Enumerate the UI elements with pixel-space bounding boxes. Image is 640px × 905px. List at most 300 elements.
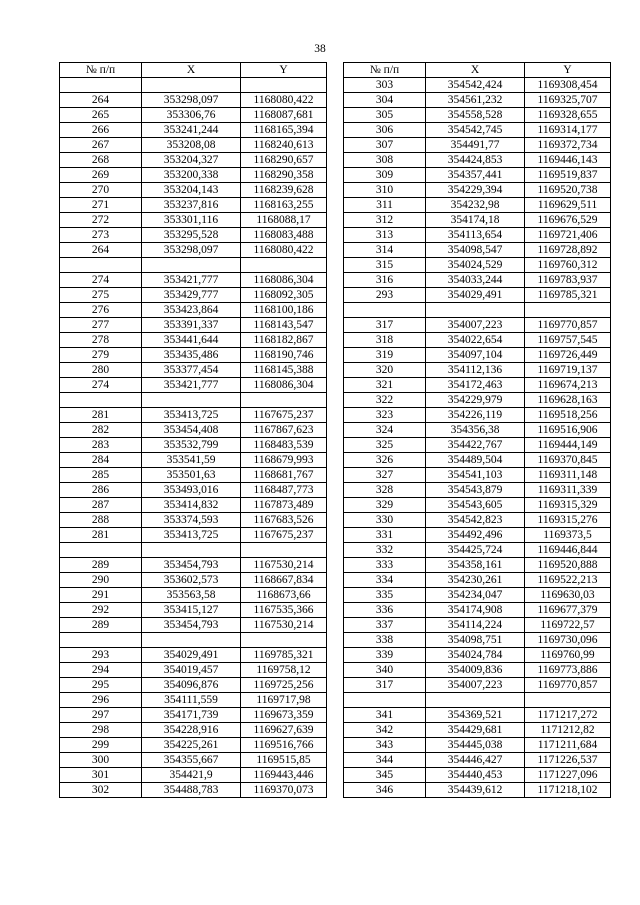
cell-point-number: 264: [60, 93, 142, 108]
table-row: [344, 438, 611, 453]
cell-y: 1168100,186: [241, 303, 327, 318]
cell-y: 1167873,489: [241, 498, 327, 513]
table-row: [344, 693, 611, 708]
table-row: [60, 153, 327, 168]
cell-y: 1168240,613: [241, 138, 327, 153]
cell-x: [142, 633, 241, 648]
table-body-right: [344, 78, 611, 798]
cell-x: 354024,784: [426, 648, 525, 663]
cell-point-number: [60, 543, 142, 558]
cell-y: 1169725,256: [241, 678, 327, 693]
cell-y: 1167867,623: [241, 423, 327, 438]
table-row: [60, 693, 327, 708]
table-row: [344, 453, 611, 468]
cell-point-number: 322: [344, 393, 426, 408]
cell-y: [525, 693, 611, 708]
cell-y: 1168679,993: [241, 453, 327, 468]
table-row: [60, 138, 327, 153]
cell-y: 1168290,657: [241, 153, 327, 168]
table-row: [60, 573, 327, 588]
cell-y: 1169370,845: [525, 453, 611, 468]
table-row: [60, 258, 327, 273]
cell-point-number: [60, 393, 142, 408]
cell-x: 353301,116: [142, 213, 241, 228]
cell-point-number: 295: [60, 678, 142, 693]
table-row: [60, 753, 327, 768]
table-row: [344, 288, 611, 303]
cell-x: 353421,777: [142, 273, 241, 288]
cell-point-number: 316: [344, 273, 426, 288]
cell-y: 1169783,937: [525, 273, 611, 288]
cell-x: 354228,916: [142, 723, 241, 738]
cell-point-number: 288: [60, 513, 142, 528]
table-row: [344, 198, 611, 213]
cell-x: 354022,654: [426, 333, 525, 348]
column-header-x: X: [142, 63, 241, 78]
cell-x: 354229,394: [426, 183, 525, 198]
cell-y: [241, 78, 327, 93]
cell-y: 1168086,304: [241, 378, 327, 393]
cell-y: 1167530,214: [241, 558, 327, 573]
cell-x: 354355,667: [142, 753, 241, 768]
cell-point-number: 342: [344, 723, 426, 738]
table-row: [344, 588, 611, 603]
table-row: [344, 618, 611, 633]
cell-point-number: 321: [344, 378, 426, 393]
table-row: [60, 93, 327, 108]
cell-x: 354172,463: [426, 378, 525, 393]
cell-point-number: 335: [344, 588, 426, 603]
cell-x: [426, 303, 525, 318]
cell-point-number: 266: [60, 123, 142, 138]
cell-point-number: 330: [344, 513, 426, 528]
cell-point-number: 317: [344, 678, 426, 693]
cell-point-number: 280: [60, 363, 142, 378]
page-number: 38: [314, 43, 326, 55]
cell-point-number: 324: [344, 423, 426, 438]
cell-y: 1169676,529: [525, 213, 611, 228]
cell-y: 1169717,98: [241, 693, 327, 708]
cell-y: 1167530,214: [241, 618, 327, 633]
cell-x: 353295,528: [142, 228, 241, 243]
cell-x: 353454,408: [142, 423, 241, 438]
table-row: [60, 738, 327, 753]
cell-x: 354491,77: [426, 138, 525, 153]
cell-x: 353413,725: [142, 408, 241, 423]
cell-point-number: 270: [60, 183, 142, 198]
table-row: [344, 708, 611, 723]
cell-y: 1169370,073: [241, 783, 327, 798]
table-row: [60, 198, 327, 213]
table-row: [344, 528, 611, 543]
cell-point-number: 268: [60, 153, 142, 168]
cell-y: 1169446,844: [525, 543, 611, 558]
cell-x: 354171,739: [142, 708, 241, 723]
cell-x: 353298,097: [142, 243, 241, 258]
table-row: [344, 678, 611, 693]
cell-y: 1167683,526: [241, 513, 327, 528]
cell-x: 354439,612: [426, 783, 525, 798]
column-header-x: X: [426, 63, 525, 78]
cell-point-number: 340: [344, 663, 426, 678]
cell-x: 354445,038: [426, 738, 525, 753]
cell-y: 1169308,454: [525, 78, 611, 93]
cell-x: 354543,605: [426, 498, 525, 513]
cell-x: 353429,777: [142, 288, 241, 303]
table-row: [344, 513, 611, 528]
cell-point-number: 344: [344, 753, 426, 768]
table-row: [344, 348, 611, 363]
cell-x: [142, 543, 241, 558]
table-row: [344, 603, 611, 618]
table-row: [60, 348, 327, 363]
cell-point-number: 310: [344, 183, 426, 198]
table-row: [344, 648, 611, 663]
cell-y: 1171211,684: [525, 738, 611, 753]
table-row: [60, 588, 327, 603]
cell-point-number: 315: [344, 258, 426, 273]
cell-x: 353501,63: [142, 468, 241, 483]
cell-y: 1169314,177: [525, 123, 611, 138]
cell-point-number: 343: [344, 738, 426, 753]
table-row: [60, 168, 327, 183]
cell-x: 354098,751: [426, 633, 525, 648]
table-row: [344, 738, 611, 753]
cell-x: 354542,745: [426, 123, 525, 138]
table-row: [344, 258, 611, 273]
cell-point-number: 267: [60, 138, 142, 153]
cell-point-number: 319: [344, 348, 426, 363]
cell-y: 1169516,906: [525, 423, 611, 438]
table-row: [344, 303, 611, 318]
table-row: [344, 78, 611, 93]
table-row: [344, 783, 611, 798]
cell-point-number: 282: [60, 423, 142, 438]
cell-x: 354007,223: [426, 678, 525, 693]
cell-y: 1168086,304: [241, 273, 327, 288]
cell-y: 1169515,85: [241, 753, 327, 768]
cell-x: 354009,836: [426, 663, 525, 678]
cell-x: 354357,441: [426, 168, 525, 183]
table-row: [60, 663, 327, 678]
table-row: [60, 183, 327, 198]
table-row: [344, 633, 611, 648]
table-row: [344, 243, 611, 258]
cell-point-number: 293: [344, 288, 426, 303]
cell-x: 353435,486: [142, 348, 241, 363]
cell-point-number: 333: [344, 558, 426, 573]
cell-y: 1168487,773: [241, 483, 327, 498]
cell-point-number: 318: [344, 333, 426, 348]
table-row: [344, 213, 611, 228]
cell-point-number: 314: [344, 243, 426, 258]
cell-x: 354225,261: [142, 738, 241, 753]
cell-y: 1169516,766: [241, 738, 327, 753]
cell-y: [525, 303, 611, 318]
table-row: [60, 393, 327, 408]
cell-x: 353298,097: [142, 93, 241, 108]
cell-point-number: 308: [344, 153, 426, 168]
cell-point-number: 299: [60, 738, 142, 753]
cell-x: 353204,327: [142, 153, 241, 168]
cell-point-number: 274: [60, 378, 142, 393]
cell-point-number: 327: [344, 468, 426, 483]
table-row: [60, 678, 327, 693]
cell-point-number: 281: [60, 408, 142, 423]
cell-x: 353423,864: [142, 303, 241, 318]
cell-point-number: 269: [60, 168, 142, 183]
cell-point-number: 323: [344, 408, 426, 423]
column-header-y: Y: [525, 63, 611, 78]
table-row: [60, 108, 327, 123]
cell-x: 354543,879: [426, 483, 525, 498]
cell-y: 1168163,255: [241, 198, 327, 213]
cell-x: 354024,529: [426, 258, 525, 273]
cell-x: 353241,244: [142, 123, 241, 138]
table-row: [60, 333, 327, 348]
cell-x: [142, 258, 241, 273]
cell-point-number: 320: [344, 363, 426, 378]
table-row: [60, 453, 327, 468]
cell-point-number: 291: [60, 588, 142, 603]
table-row: [344, 483, 611, 498]
cell-x: 353200,338: [142, 168, 241, 183]
cell-y: 1168182,867: [241, 333, 327, 348]
cell-point-number: 300: [60, 753, 142, 768]
table-row: [344, 318, 611, 333]
cell-x: 354234,047: [426, 588, 525, 603]
cell-x: 354421,9: [142, 768, 241, 783]
cell-x: 353237,816: [142, 198, 241, 213]
cell-point-number: 345: [344, 768, 426, 783]
cell-x: 354440,453: [426, 768, 525, 783]
cell-y: 1169311,148: [525, 468, 611, 483]
coordinates-table-left: [59, 62, 327, 798]
table-row: [344, 93, 611, 108]
cell-x: 354492,496: [426, 528, 525, 543]
cell-y: 1171218,102: [525, 783, 611, 798]
cell-point-number: 334: [344, 573, 426, 588]
cell-y: 1171226,537: [525, 753, 611, 768]
table-row: [344, 468, 611, 483]
cell-x: 353532,799: [142, 438, 241, 453]
cell-point-number: 277: [60, 318, 142, 333]
cell-point-number: 329: [344, 498, 426, 513]
cell-point-number: 306: [344, 123, 426, 138]
cell-y: 1169673,359: [241, 708, 327, 723]
table-row: [344, 723, 611, 738]
cell-y: 1168681,767: [241, 468, 327, 483]
cell-y: 1168088,17: [241, 213, 327, 228]
table-row: [344, 363, 611, 378]
cell-x: 354561,232: [426, 93, 525, 108]
cell-point-number: 289: [60, 558, 142, 573]
cell-x: 353602,573: [142, 573, 241, 588]
table-row: [60, 408, 327, 423]
cell-point-number: 336: [344, 603, 426, 618]
cell-point-number: 275: [60, 288, 142, 303]
cell-y: 1168143,547: [241, 318, 327, 333]
cell-y: 1169520,738: [525, 183, 611, 198]
cell-y: 1169519,837: [525, 168, 611, 183]
cell-x: 354425,724: [426, 543, 525, 558]
table-row: [60, 228, 327, 243]
cell-x: 354542,424: [426, 78, 525, 93]
table-row: [344, 168, 611, 183]
table-row: [60, 288, 327, 303]
cell-point-number: 298: [60, 723, 142, 738]
cell-x: 353454,793: [142, 558, 241, 573]
cell-y: 1167675,237: [241, 408, 327, 423]
cell-point-number: 311: [344, 198, 426, 213]
cell-y: 1169315,329: [525, 498, 611, 513]
cell-x: 353374,593: [142, 513, 241, 528]
cell-point-number: 325: [344, 438, 426, 453]
cell-y: 1169373,5: [525, 528, 611, 543]
table-row: [344, 543, 611, 558]
table-header-row: [60, 63, 327, 78]
cell-point-number: 332: [344, 543, 426, 558]
cell-x: 354007,223: [426, 318, 525, 333]
cell-point-number: 326: [344, 453, 426, 468]
cell-point-number: 338: [344, 633, 426, 648]
cell-y: 1169726,449: [525, 348, 611, 363]
cell-x: 353204,143: [142, 183, 241, 198]
table-row: [344, 753, 611, 768]
cell-point-number: [344, 693, 426, 708]
table-row: [60, 378, 327, 393]
cell-point-number: [60, 78, 142, 93]
cell-y: 1169721,406: [525, 228, 611, 243]
cell-x: 354558,528: [426, 108, 525, 123]
cell-point-number: 284: [60, 453, 142, 468]
cell-y: 1169522,213: [525, 573, 611, 588]
cell-point-number: 307: [344, 138, 426, 153]
cell-y: 1168190,746: [241, 348, 327, 363]
cell-y: 1169372,734: [525, 138, 611, 153]
cell-x: 353415,127: [142, 603, 241, 618]
cell-x: 354096,876: [142, 678, 241, 693]
table-row: [60, 783, 327, 798]
cell-point-number: 293: [60, 648, 142, 663]
cell-point-number: 281: [60, 528, 142, 543]
cell-point-number: 341: [344, 708, 426, 723]
cell-point-number: [344, 303, 426, 318]
cell-x: 354111,559: [142, 693, 241, 708]
cell-x: 354229,979: [426, 393, 525, 408]
table-row: [60, 213, 327, 228]
cell-y: 1168239,628: [241, 183, 327, 198]
cell-point-number: 294: [60, 663, 142, 678]
cell-point-number: [60, 258, 142, 273]
cell-point-number: 287: [60, 498, 142, 513]
table-row: [344, 408, 611, 423]
cell-x: 353306,76: [142, 108, 241, 123]
cell-x: 354029,491: [426, 288, 525, 303]
table-row: [60, 543, 327, 558]
cell-y: 1169311,339: [525, 483, 611, 498]
cell-y: 1169325,707: [525, 93, 611, 108]
cell-y: 1169630,03: [525, 588, 611, 603]
cell-point-number: 339: [344, 648, 426, 663]
table-row: [60, 78, 327, 93]
cell-y: 1169757,545: [525, 333, 611, 348]
table-row: [60, 528, 327, 543]
cell-y: 1168667,834: [241, 573, 327, 588]
cell-y: 1168080,422: [241, 93, 327, 108]
cell-point-number: 272: [60, 213, 142, 228]
cell-x: 354029,491: [142, 648, 241, 663]
cell-x: 354429,681: [426, 723, 525, 738]
cell-y: 1169628,163: [525, 393, 611, 408]
cell-y: 1168092,305: [241, 288, 327, 303]
table-row: [60, 513, 327, 528]
cell-x: 354541,103: [426, 468, 525, 483]
cell-y: 1169520,888: [525, 558, 611, 573]
cell-y: 1168145,388: [241, 363, 327, 378]
cell-y: 1168165,394: [241, 123, 327, 138]
table-row: [60, 468, 327, 483]
cell-x: 353208,08: [142, 138, 241, 153]
cell-x: 354174,908: [426, 603, 525, 618]
table-row: [60, 363, 327, 378]
column-header-y: Y: [241, 63, 327, 78]
table-row: [60, 633, 327, 648]
table-row: [60, 603, 327, 618]
cell-y: 1169758,12: [241, 663, 327, 678]
cell-point-number: 289: [60, 618, 142, 633]
cell-point-number: 264: [60, 243, 142, 258]
table-row: [60, 708, 327, 723]
cell-x: [142, 78, 241, 93]
cell-x: 354489,504: [426, 453, 525, 468]
coordinates-table-right: [343, 62, 611, 798]
table-row: [60, 318, 327, 333]
table-row: [60, 618, 327, 633]
table-row: [344, 183, 611, 198]
cell-point-number: 305: [344, 108, 426, 123]
cell-y: 1167675,237: [241, 528, 327, 543]
table-row: [60, 123, 327, 138]
cell-x: 354112,136: [426, 363, 525, 378]
cell-x: 354174,18: [426, 213, 525, 228]
cell-y: 1169730,096: [525, 633, 611, 648]
cell-y: 1171212,82: [525, 723, 611, 738]
cell-y: 1169315,276: [525, 513, 611, 528]
cell-y: 1171227,096: [525, 768, 611, 783]
table-header-row: [344, 63, 611, 78]
cell-y: 1168087,681: [241, 108, 327, 123]
cell-y: [241, 633, 327, 648]
cell-x: 353541,59: [142, 453, 241, 468]
table-row: [344, 498, 611, 513]
cell-x: 354226,119: [426, 408, 525, 423]
table-row: [60, 423, 327, 438]
table-row: [344, 663, 611, 678]
cell-point-number: 331: [344, 528, 426, 543]
cell-point-number: 312: [344, 213, 426, 228]
cell-x: 354232,98: [426, 198, 525, 213]
cell-point-number: 279: [60, 348, 142, 363]
cell-y: 1169446,143: [525, 153, 611, 168]
cell-x: 354542,823: [426, 513, 525, 528]
cell-x: 353563,58: [142, 588, 241, 603]
cell-x: 354422,767: [426, 438, 525, 453]
cell-point-number: 276: [60, 303, 142, 318]
table-row: [60, 768, 327, 783]
cell-y: 1171217,272: [525, 708, 611, 723]
cell-y: 1169629,511: [525, 198, 611, 213]
